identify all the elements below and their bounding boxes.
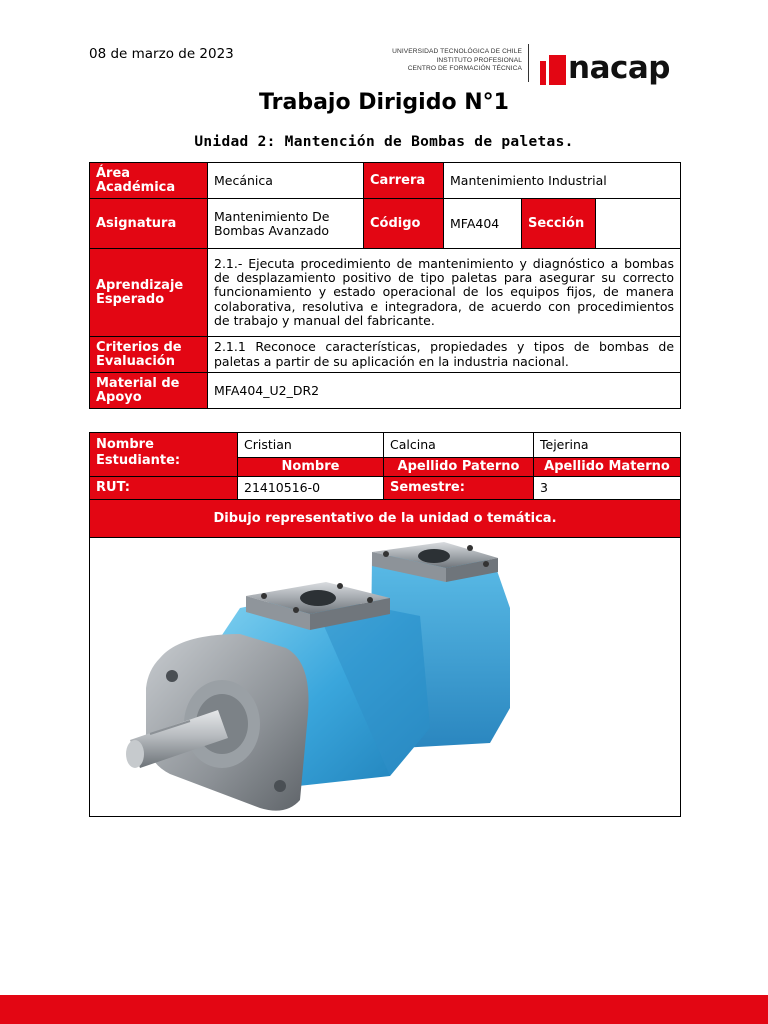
- drawing-cell: [90, 538, 681, 817]
- nombre-value: Cristian: [238, 433, 384, 458]
- codigo-label: Código: [364, 199, 444, 249]
- page-title: Trabajo Dirigido N°1: [259, 90, 509, 115]
- logo-mark-icon: [540, 55, 566, 85]
- carrera-value: Mantenimiento Industrial: [444, 163, 681, 199]
- rut-value: 21410516-0: [238, 477, 384, 500]
- footer-bar: [0, 995, 768, 1024]
- asignatura-label: Asignatura: [90, 199, 208, 249]
- course-info-table: [89, 162, 681, 409]
- semestre-label: Semestre:: [384, 477, 534, 500]
- inacap-logo: [540, 48, 670, 88]
- student-info-table: [89, 432, 681, 817]
- area-label: Área Académica: [90, 163, 208, 199]
- seccion-label: Sección: [522, 199, 596, 249]
- header-divider: [528, 44, 529, 82]
- apellido-materno-value: Tejerina: [534, 433, 681, 458]
- asignatura-value: Mantenimiento De Bombas Avanzado: [208, 199, 364, 249]
- document-date: 08 de marzo de 2023: [89, 46, 234, 62]
- aprendizaje-label: Aprendizaje Esperado: [90, 249, 208, 337]
- apellido-paterno-value: Calcina: [384, 433, 534, 458]
- vane-pump-image-icon: [90, 538, 679, 816]
- institution-text: [370, 48, 522, 74]
- nombre-estudiante-label: Nombre Estudiante:: [90, 433, 238, 477]
- apellido-materno-caption: Apellido Materno: [534, 458, 681, 477]
- institution-line: UNIVERSIDAD TECNOLÓGICA DE CHILE: [392, 48, 522, 55]
- page-subtitle: Unidad 2: Mantención de Bombas de paletas.: [194, 134, 574, 150]
- codigo-value: MFA404: [444, 199, 522, 249]
- logo-wordmark: nacap: [568, 50, 670, 86]
- seccion-value: [596, 199, 681, 249]
- material-label: Material de Apoyo: [90, 373, 208, 409]
- material-value: MFA404_U2_DR2: [208, 373, 681, 409]
- institution-line: INSTITUTO PROFESIONAL: [436, 56, 522, 64]
- drawing-heading: Dibujo representativo de la unidad o temática.: [90, 500, 681, 538]
- area-value: Mecánica: [208, 163, 364, 199]
- rut-label: RUT:: [90, 477, 238, 500]
- criterios-value: 2.1.1 Reconoce características, propiedades y tipos de bombas de paletas a partir de su aplicación en la industria nacional.: [208, 337, 681, 373]
- aprendizaje-value: 2.1.- Ejecuta procedimiento de mantenimiento y diagnóstico a bombas de desplazamiento positivo de tipo paletas para asegurar su correcto funcionamiento y estado operacional de los equipos fijos, de manera colaborativa, resolutiva e integradora, de acuerdo con procedimientos de trabajo y manual del fabricante.: [208, 249, 681, 337]
- nombre-caption: Nombre: [238, 458, 384, 477]
- institution-line: CENTRO DE FORMACIÓN TÉCNICA: [407, 65, 522, 73]
- criterios-label: Criterios de Evaluación: [90, 337, 208, 373]
- semestre-value: 3: [534, 477, 681, 500]
- carrera-label: Carrera: [364, 163, 444, 199]
- apellido-paterno-caption: Apellido Paterno: [384, 458, 534, 477]
